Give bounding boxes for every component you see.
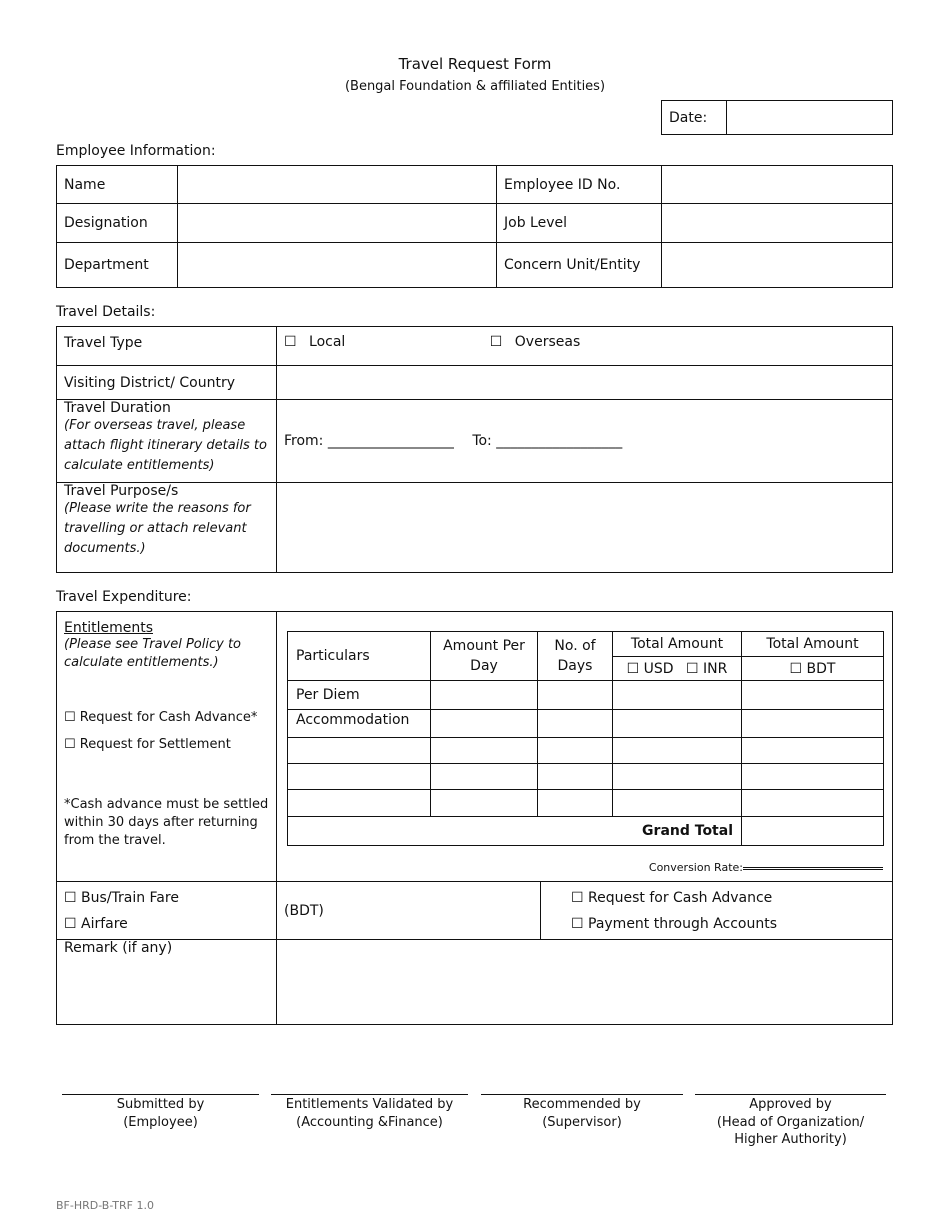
purpose-field[interactable] [277,483,893,573]
signature-title: Recommended by [523,1097,641,1112]
inr-checkbox[interactable]: ☐ INR [686,660,728,677]
travel-section-title: Travel Details: [56,304,156,320]
airfare-checkbox[interactable]: ☐ Airfare [64,915,128,932]
designation-field[interactable] [178,204,497,243]
settlement-request[interactable]: ☐ Request for Settlement [64,737,231,752]
job-level-label: Job Level [497,204,662,243]
col-total-amount-foreign: Total Amount [613,632,742,657]
total-bdt-cell[interactable] [742,790,884,817]
total-bdt-cell[interactable] [742,710,884,738]
table-row [288,764,884,790]
entitlements-note: (Please see Travel Policy to calculate entitlements.) [64,637,242,670]
date-field[interactable] [727,101,893,135]
travel-type-label: Travel Type [57,327,277,366]
signature-approved[interactable] [695,1094,886,1149]
signature-role: (Accounting &Finance) [296,1114,443,1130]
signature-role: (Head of Organization/ [716,1114,865,1130]
col-no-of-days: No. of Days [538,632,613,681]
visiting-field[interactable] [277,366,893,400]
date-box [661,100,893,135]
employee-table [56,165,893,288]
usd-checkbox[interactable]: ☐ USD [626,660,674,677]
travel-table [56,326,893,573]
request-cash-advance-checkbox[interactable]: ☐ Request for Cash Advance [571,889,773,906]
entitlements-label: Entitlements [64,620,153,636]
total-foreign-cell[interactable] [613,738,742,764]
signature-validated[interactable] [271,1094,468,1131]
days-cell[interactable] [538,738,613,764]
conversion-rate-field[interactable] [743,867,883,870]
row-label: Per Diem [288,681,431,710]
total-bdt-cell[interactable] [742,738,884,764]
total-foreign-cell[interactable] [613,764,742,790]
conversion-rate-label: Conversion Rate: [648,861,743,874]
concern-unit-field[interactable] [662,243,893,288]
department-label: Department [57,243,178,288]
employee-section-title: Employee Information: [56,143,216,159]
payment-through-accounts-checkbox[interactable]: ☐ Payment through Accounts [571,915,778,932]
date-label: Date: [662,101,727,135]
signature-title: Approved by [749,1097,832,1112]
col-amount-per-day: Amount Per Day [431,632,538,681]
designation-label: Designation [57,204,178,243]
amount-cell[interactable] [431,790,538,817]
form-title: Travel Request Form [398,55,552,73]
signature-title: Submitted by [116,1097,205,1112]
from-field[interactable]: From: __________________ [284,433,454,449]
name-field[interactable] [178,166,497,204]
col-particulars: Particulars [288,632,431,681]
table-row [288,738,884,764]
expenditure-section-title: Travel Expenditure: [56,589,192,605]
grand-total-label: Grand Total [288,817,742,846]
row-label: Accommodation [288,710,431,738]
duration-note: (For overseas travel, please attach flight itinerary details to calculate entitlements) [64,418,267,473]
bus-train-checkbox[interactable]: ☐ Bus/Train Fare [64,889,179,906]
signature-recommended[interactable] [481,1094,683,1131]
concern-unit-label: Concern Unit/Entity [497,243,662,288]
amount-cell[interactable] [431,738,538,764]
entitlement-grid [287,631,884,846]
grand-total-field[interactable] [742,817,884,846]
fare-table [56,881,893,1025]
form-subtitle: (Bengal Foundation & affiliated Entities) [344,79,606,94]
total-foreign-cell[interactable] [613,681,742,710]
visiting-label: Visiting District/ Country [57,366,277,400]
total-foreign-cell[interactable] [613,710,742,738]
cash-advance-request[interactable]: ☐ Request for Cash Advance* [64,710,258,725]
signature-role-cont: Higher Authority) [734,1132,847,1147]
overseas-label: Overseas [514,334,581,350]
amount-cell[interactable] [431,681,538,710]
to-field[interactable]: To: __________________ [472,433,623,449]
row-label[interactable] [288,764,431,790]
days-cell[interactable] [538,790,613,817]
remark-label: Remark (if any) [57,940,277,1025]
row-label[interactable] [288,790,431,817]
duration-label: Travel Duration [64,400,171,416]
total-bdt-cell[interactable] [742,681,884,710]
signature-role: (Supervisor) [542,1114,622,1130]
bdt-checkbox[interactable]: ☐ BDT [742,657,884,681]
employee-id-field[interactable] [662,166,893,204]
signature-title: Entitlements Validated by [285,1097,454,1112]
local-checkbox[interactable]: ☐ [284,334,297,350]
amount-cell[interactable] [431,710,538,738]
days-cell[interactable] [538,681,613,710]
table-row [288,710,884,738]
table-row [288,681,884,710]
signature-submitted[interactable] [62,1094,259,1131]
cash-advance-note: *Cash advance must be settled within 30 days after returning from the travel. [64,797,269,848]
table-row [288,790,884,817]
purpose-label: Travel Purpose/s [64,483,179,499]
total-foreign-cell[interactable] [613,790,742,817]
expenditure-table [56,611,893,882]
job-level-field[interactable] [662,204,893,243]
days-cell[interactable] [538,710,613,738]
row-label[interactable] [288,738,431,764]
col-total-amount-bdt: Total Amount [742,632,884,657]
local-label: Local [309,334,346,350]
overseas-checkbox[interactable]: ☐ [489,334,503,350]
remark-field[interactable] [277,940,893,1025]
employee-id-label: Employee ID No. [497,166,662,204]
bdt-field[interactable]: (BDT) [277,882,541,940]
total-bdt-cell[interactable] [742,764,884,790]
purpose-note: (Please write the reasons for travelling or attach relevant documents.) [64,501,251,556]
amount-cell[interactable] [431,764,538,790]
signature-role: (Employee) [123,1114,198,1130]
department-field[interactable] [178,243,497,288]
form-code: BF-HRD-B-TRF 1.0 [56,1199,154,1212]
name-label: Name [57,166,178,204]
days-cell[interactable] [538,764,613,790]
